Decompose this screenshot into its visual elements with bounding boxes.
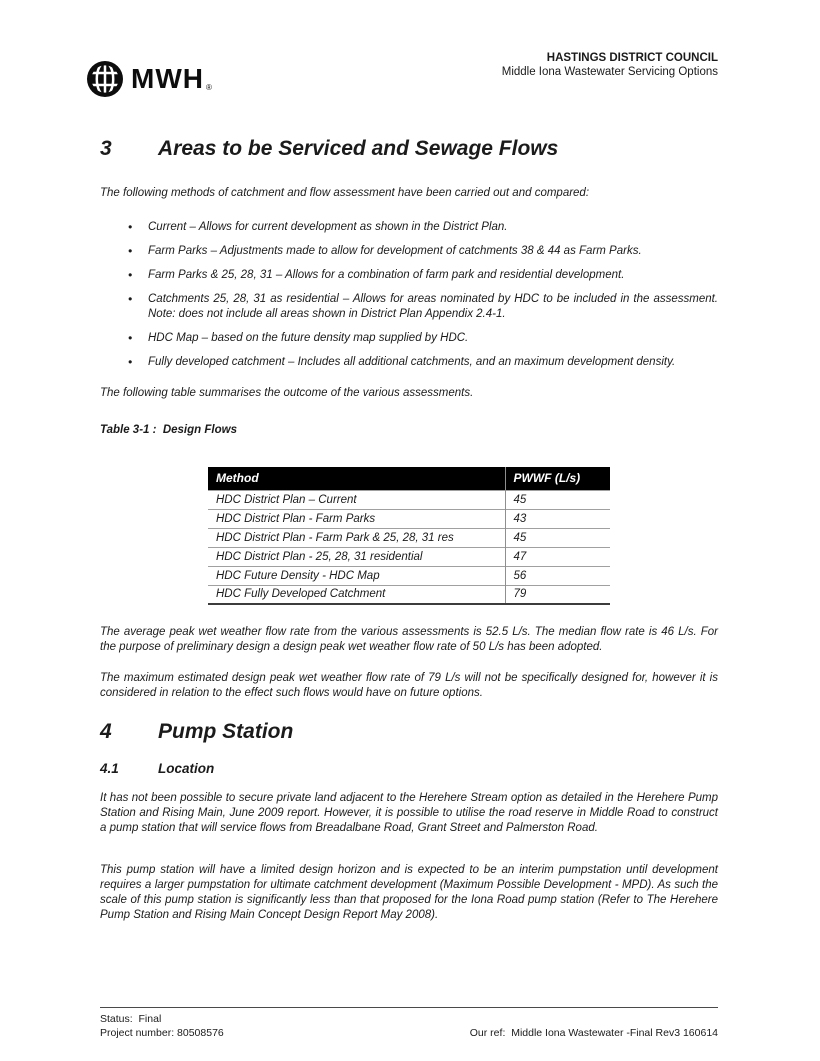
assessment-bullet-list xyxy=(100,220,718,379)
paragraph-average-flow: The average peak wet weather flow rate from the various assessments is 52.5 L/s. The median flow rate is 46 L/s. For the purpose of preliminary design a design peak wet weather flow rate of 50 L/s has been adopted. xyxy=(100,626,718,653)
table-row xyxy=(208,566,610,585)
mwh-logo xyxy=(86,60,213,98)
cell-pwwf: 45 xyxy=(505,528,610,547)
table-row xyxy=(208,547,610,566)
bullet-item: • Catchments 25, 28, 31 as residential – Allows for areas nominated by HDC to be included in the assessment. Note: does not include all areas shown in District Plan Appendix 2.4-1. xyxy=(100,292,718,322)
header-doc-title: Middle Iona Wastewater Servicing Options xyxy=(501,66,718,78)
bullet-item: • Current – Allows for current development as shown in the District Plan. xyxy=(100,220,718,235)
footer-our-ref: Our ref: Middle Iona Wastewater -Final Rev3 160614 xyxy=(469,1027,718,1039)
cell-method: HDC District Plan - 25, 28, 31 residential xyxy=(208,547,505,566)
registered-mark: ® xyxy=(205,83,213,92)
bullet-item: • HDC Map – based on the future density map supplied by HDC. xyxy=(100,331,718,346)
section-3-number: 3 xyxy=(100,137,112,160)
globe-icon xyxy=(86,60,124,98)
document-header xyxy=(502,51,718,79)
cell-pwwf: 47 xyxy=(505,547,610,566)
section-3-intro: The following methods of catchment and flow assessment have been carried out and compared: xyxy=(100,187,590,199)
footer-status: Status: Final xyxy=(100,1013,162,1025)
column-header-method: Method xyxy=(208,467,505,490)
section-4-heading xyxy=(100,720,718,744)
section-4-1-title: Location xyxy=(158,761,215,776)
cell-pwwf: 45 xyxy=(505,490,610,509)
logo-wordmark xyxy=(131,63,213,95)
footer-project-number: Project number: 80508576 xyxy=(100,1027,224,1039)
cell-pwwf: 43 xyxy=(505,509,610,528)
section-3-title: Areas to be Serviced and Sewage Flows xyxy=(158,137,559,160)
logo-text: MWH xyxy=(131,63,204,94)
table-row xyxy=(208,509,610,528)
paragraph-location-2: This pump station will have a limited design horizon and is expected to be an interim pumpstation until development requires a larger pumpstation for ultimate catchment development (Maximum Possible Development - MPD). As such the scale of this pump station is significantly less than that proposed for the Iona Road pump station (Refer to The Herehere Pump Station and Rising Main Concept Design Report May 2008). xyxy=(100,864,718,921)
document-footer xyxy=(100,1007,718,1040)
table-caption: Table 3-1 : Design Flows xyxy=(100,424,237,436)
table-row xyxy=(208,585,610,604)
paragraph-maximum-flow: The maximum estimated design peak wet weather flow rate of 79 L/s will not be specifically designed for, however it is considered in relation to the effect such flows would have on future options. xyxy=(100,672,718,699)
design-flows-table xyxy=(208,467,610,605)
section-4-title: Pump Station xyxy=(158,720,294,743)
table-header-row xyxy=(208,467,610,490)
cell-method: HDC Fully Developed Catchment xyxy=(208,585,505,604)
cell-method: HDC Future Density - HDC Map xyxy=(208,566,505,585)
section-4-1-number: 4.1 xyxy=(100,761,119,776)
bullet-item: • Farm Parks – Adjustments made to allow for development of catchments 38 & 44 as Farm Parks. xyxy=(100,244,718,259)
column-header-pwwf: PWWF (L/s) xyxy=(505,467,610,490)
bullet-item: • Farm Parks & 25, 28, 31 – Allows for a combination of farm park and residential development. xyxy=(100,268,718,283)
cell-pwwf: 56 xyxy=(505,566,610,585)
table-row xyxy=(208,528,610,547)
cell-method: HDC District Plan - Farm Parks xyxy=(208,509,505,528)
section-3-heading xyxy=(100,137,718,161)
cell-method: HDC District Plan - Farm Park & 25, 28, 31 res xyxy=(208,528,505,547)
table-row xyxy=(208,490,610,509)
cell-pwwf: 79 xyxy=(505,585,610,604)
section-4-1-heading xyxy=(100,761,718,777)
section-4-number: 4 xyxy=(100,720,112,743)
table-body xyxy=(208,490,610,604)
table-intro: The following table summarises the outcome of the various assessments. xyxy=(100,387,474,399)
paragraph-location-1: It has not been possible to secure private land adjacent to the Herehere Stream option as detailed in the Herehere Pump Station and Rising Main, June 2009 report. However, it is possible to utilise the road reserve in Middle Road to construct a pump station that will service flows from Breadalbane Road, Grant Street and Palmerston Road. xyxy=(100,792,718,834)
header-org-name: HASTINGS DISTRICT COUNCIL xyxy=(546,52,718,64)
cell-method: HDC District Plan – Current xyxy=(208,490,505,509)
bullet-item: • Fully developed catchment – Includes all additional catchments, and an maximum development density. xyxy=(100,355,718,370)
